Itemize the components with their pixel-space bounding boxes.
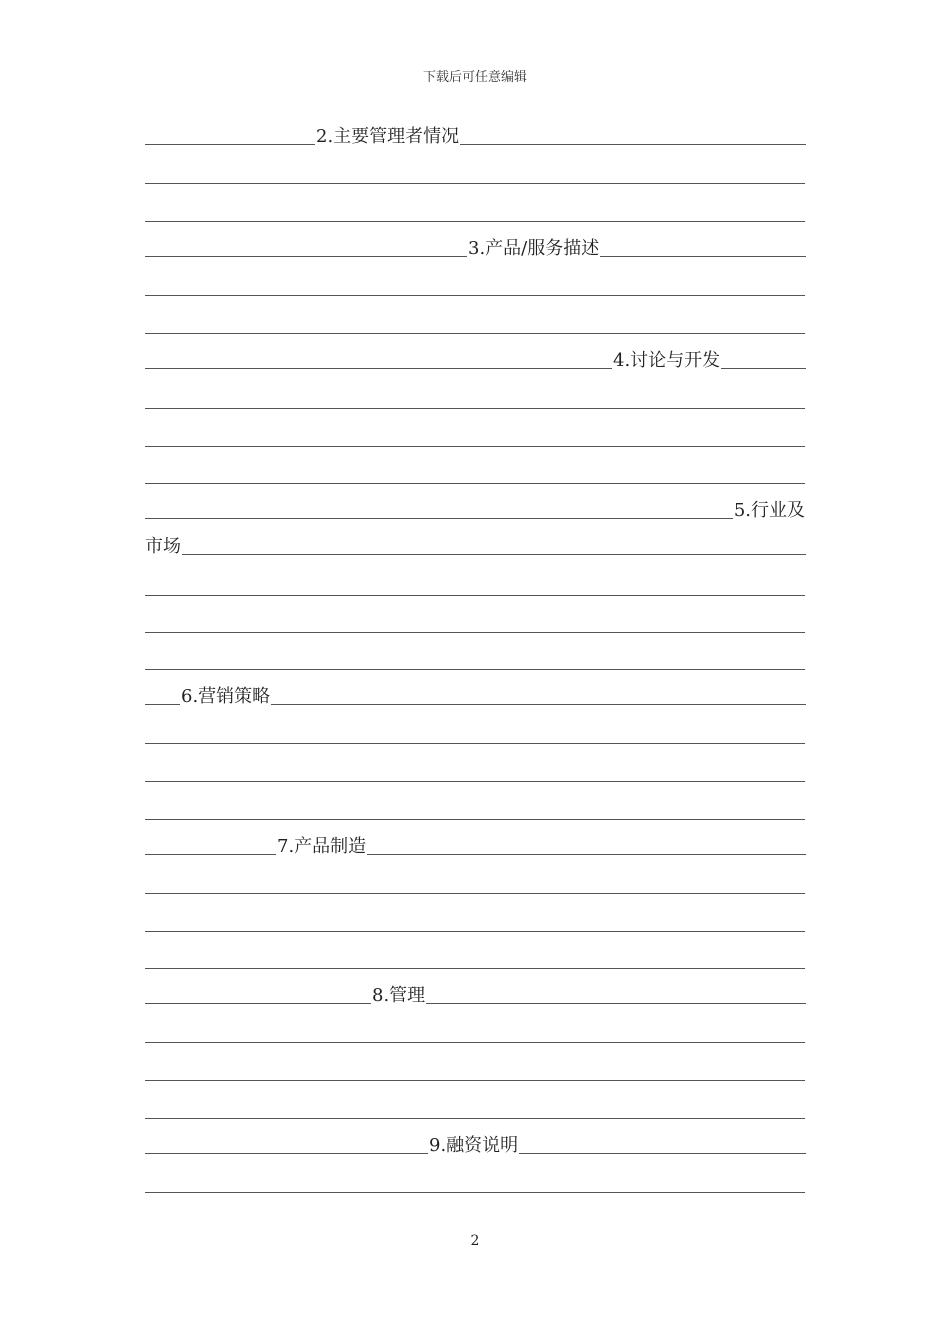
section-heading-row — [145, 238, 806, 260]
blank-line — [145, 1118, 805, 1119]
blank-underline — [182, 554, 806, 555]
blank-line — [145, 669, 805, 670]
blank-line — [145, 408, 805, 409]
blank-underline — [519, 1153, 806, 1154]
section-title: 6.营销策略 — [181, 686, 271, 707]
blank-line — [145, 781, 805, 782]
blank-line — [145, 183, 805, 184]
blank-underline — [426, 1003, 806, 1004]
section-title: 8.管理 — [372, 985, 426, 1006]
blank-underline — [271, 704, 806, 705]
section-title: 7.产品制造 — [277, 836, 367, 857]
blank-underline — [145, 854, 276, 855]
blank-line — [145, 295, 805, 296]
blank-underline — [145, 144, 315, 145]
blank-line — [145, 221, 805, 222]
blank-line — [145, 743, 805, 744]
blank-line — [145, 483, 805, 484]
blank-underline — [721, 368, 806, 369]
blank-underline — [460, 144, 806, 145]
section-title: 5.行业及 — [733, 500, 805, 521]
section-heading-row — [145, 985, 806, 1007]
page-header: 下载后可任意编辑 — [422, 70, 527, 85]
blank-underline — [145, 256, 467, 257]
blank-underline — [367, 854, 806, 855]
blank-underline — [600, 256, 806, 257]
section-heading-continuation-row — [145, 536, 806, 558]
blank-line — [145, 931, 805, 932]
section-heading-row — [145, 836, 806, 858]
blank-line — [145, 333, 805, 334]
section-title: 9.融资说明 — [429, 1135, 519, 1156]
blank-line — [145, 1192, 805, 1193]
section-heading-row — [145, 1135, 806, 1157]
section-title: 2.主要管理者情况 — [316, 126, 460, 147]
section-title-continuation: 市场 — [145, 536, 181, 557]
blank-line — [145, 446, 805, 447]
blank-underline — [145, 1153, 428, 1154]
section-title: 4.讨论与开发 — [613, 350, 721, 371]
blank-line — [145, 632, 805, 633]
blank-underline — [145, 518, 733, 519]
blank-line — [145, 1042, 805, 1043]
blank-line — [145, 1080, 805, 1081]
section-title: 3.产品/服务描述 — [468, 238, 600, 259]
section-heading-row — [145, 686, 806, 708]
section-heading-row — [145, 126, 806, 148]
blank-line — [145, 595, 805, 596]
blank-underline — [145, 1003, 371, 1004]
blank-underline — [145, 704, 180, 705]
blank-line — [145, 968, 805, 969]
blank-line — [145, 819, 805, 820]
page-number: 2 — [470, 1233, 480, 1249]
section-heading-row — [145, 350, 806, 372]
blank-line — [145, 893, 805, 894]
blank-underline — [145, 368, 612, 369]
section-heading-row — [145, 500, 806, 522]
